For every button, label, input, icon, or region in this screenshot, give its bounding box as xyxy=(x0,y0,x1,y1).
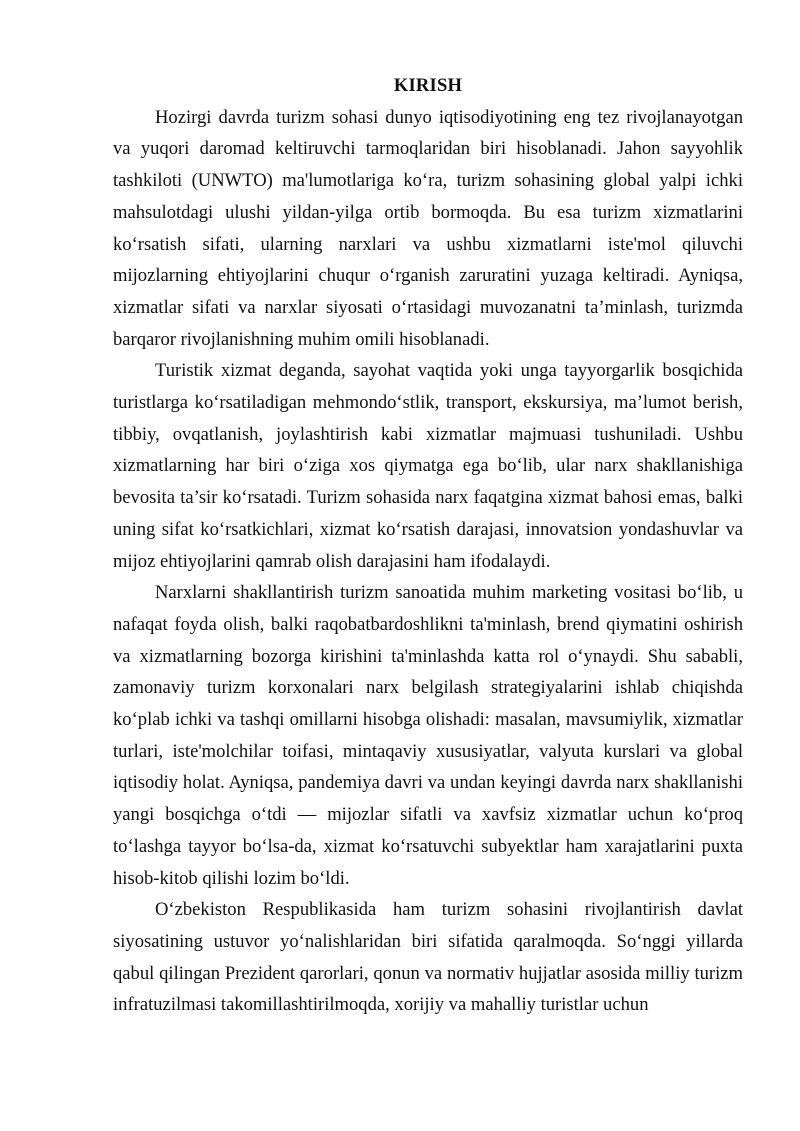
paragraph-3: Narxlarni shakllantirish turizm sanoatida muhim marketing vositasi bo‘lib, u nafaqat foyda olish, balki raqobatbardoshlikni ta'minlash, brend qiymatini oshirish va xizmatlarning bozorga kirishini ta'minlashda katta rol o‘ynaydi. Shu sababli, zamonaviy turizm korxonalari narx belgilash strategiyalarini ishlab chiqishda ko‘plab ichki va tashqi omillarni hisobga olishadi: masalan, mavsumiylik, xizmatlar turlari, iste'molchilar toifasi, mintaqaviy xususiyatlar, valyuta kurslari va global iqtisodiy holat. Ayniqsa, pandemiya davri va undan keyingi davrda narx shakllanishi yangi bosqichga o‘tdi — mijozlar sifatli va xavfsiz xizmatlar uchun ko‘proq to‘lashga tayyor bo‘lsa-da, xizmat ko‘rsatuvchi subyektlar ham xarajatlarini puxta hisob-kitob qilishi lozim bo‘ldi. xyxy=(113,582,743,889)
document-body xyxy=(113,70,743,1021)
paragraph-4: O‘zbekiston Respublikasida ham turizm sohasini rivojlantirish davlat siyosatining ustuvor yo‘nalishlaridan biri sifatida qaralmoqda. So‘nggi yillarda qabul qilingan Prezident qarorlari, qonun va normativ hujjatlar asosida milliy turizm infratuzilmasi takomillashtirilmoqda, xorijiy va mahalliy turistlar uchun xyxy=(113,899,743,1016)
paragraph-2: Turistik xizmat deganda, sayohat vaqtida yoki unga tayyorgarlik bosqichida turistlarga ko‘rsatiladigan mehmondo‘stlik, transport, ekskursiya, ma’lumot berish, tibbiy, ovqatlanish, joylashtirish kabi xizmatlar majmuasi tushuniladi. Ushbu xizmatlarning har biri o‘ziga xos qiymatga ega bo‘lib, ular narx shakllanishiga bevosita ta’sir ko‘rsatadi. Turizm sohasida narx faqatgina xizmat bahosi emas, balki uning sifat ko‘rsatkichlari, xizmat ko‘rsatish darajasi, innovatsion yondashuvlar va mijoz ehtiyojlarini qamrab olish darajasini ham ifodalaydi. xyxy=(113,360,743,572)
paragraph-1: Hozirgi davrda turizm sohasi dunyo iqtisodiyotining eng tez rivojlanayotgan va yuqori daromad keltiruvchi tarmoqlaridan biri hisoblanadi. Jahon sayyohlik tashkiloti (UNWTO) ma'lumotlariga ko‘ra, turizm sohasining global yalpi ichki mahsulotdagi ulushi yildan-yilga ortib bormoqda. Bu esa turizm xizmatlarini ko‘rsatish sifati, ularning narxlari va ushbu xizmatlarni iste'mol qiluvchi mijozlarning ehtiyojlarini chuqur o‘rganish zaruratini yuzaga keltiradi. Ayniqsa, xizmatlar sifati va narxlar siyosati o‘rtasidagi muvozanatni ta’minlash, turizmda barqaror rivojlanishning muhim omili hisoblanadi. xyxy=(113,106,743,350)
page-title: KIRISH xyxy=(393,75,463,96)
